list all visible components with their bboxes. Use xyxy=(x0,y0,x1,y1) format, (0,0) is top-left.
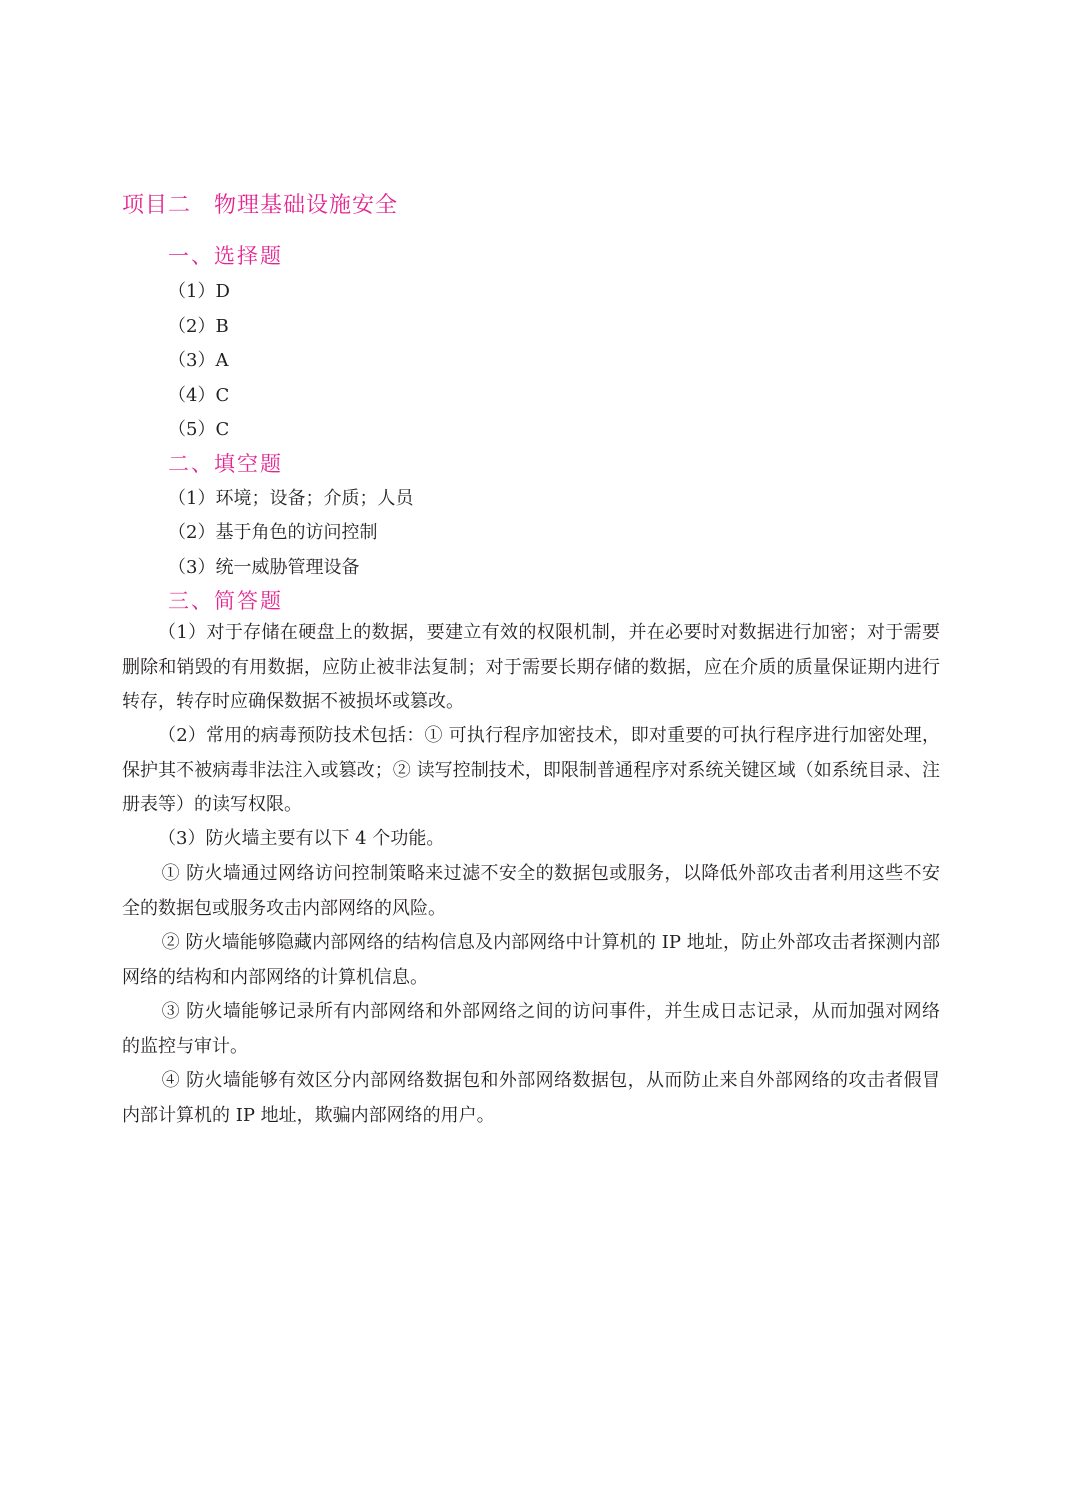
list-item: （4）C xyxy=(168,385,230,406)
page-title: 项目二 物理基础设施安全 xyxy=(122,193,399,218)
section-heading-fill: 二、填空题 xyxy=(168,452,283,476)
firewall-point-4: ④ 防火墙能够有效区分内部网络数据包和外部网络数据包，从而防止来自外部网络的攻击者假冒内部计算机的 IP 地址，欺骗内部网络的用户。 xyxy=(122,1070,940,1126)
list-item: （5）C xyxy=(168,419,230,440)
section-heading-short-answer: 三、简答题 xyxy=(168,589,283,613)
answer-paragraph-2: （2）常用的病毒预防技术包括：① 可执行程序加密技术，即对重要的可执行程序进行加密处理，保护其不被病毒非法注入或篡改；② 读写控制技术，即限制普通程序对系统关键区域（如系统目录、注册表等）的读写权限。 xyxy=(122,725,940,815)
section-heading-choice: 一、选择题 xyxy=(168,244,283,268)
list-item: （3）统一威胁管理设备 xyxy=(168,557,360,578)
answer-paragraph-3: （3）防火墙主要有以下 4 个功能。 xyxy=(158,828,445,849)
list-item: （2）B xyxy=(168,316,229,337)
list-item: （2）基于角色的访问控制 xyxy=(168,522,378,543)
list-item: （3）A xyxy=(168,350,229,371)
firewall-point-2: ② 防火墙能够隐藏内部网络的结构信息及内部网络中计算机的 IP 地址，防止外部攻击者探测内部网络的结构和内部网络的计算机信息。 xyxy=(122,932,940,988)
firewall-point-3: ③ 防火墙能够记录所有内部网络和外部网络之间的访问事件，并生成日志记录，从而加强对网络的监控与审计。 xyxy=(122,1001,940,1057)
list-item: （1）D xyxy=(168,281,230,302)
list-item: （1）环境；设备；介质；人员 xyxy=(168,488,414,509)
answer-paragraph-1: （1）对于存储在硬盘上的数据，要建立有效的权限机制，并在必要时对数据进行加密；对于需要删除和销毁的有用数据，应防止被非法复制；对于需要长期存储的数据，应在介质的质量保证期内进行转存，转存时应确保数据不被损坏或篡改。 xyxy=(122,622,940,712)
firewall-point-1: ① 防火墙通过网络访问控制策略来过滤不安全的数据包或服务，以降低外部攻击者利用这些不安全的数据包或服务攻击内部网络的风险。 xyxy=(122,863,940,919)
